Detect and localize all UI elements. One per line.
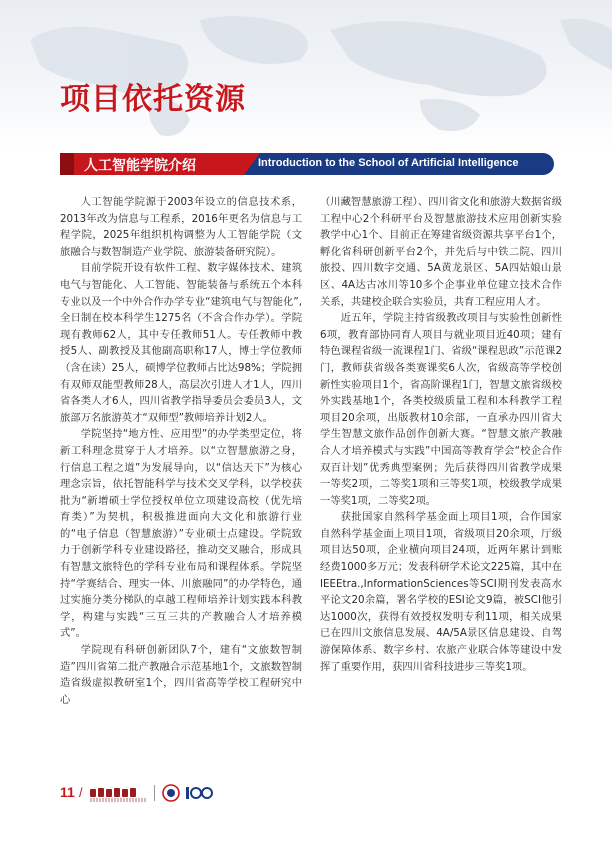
paragraph: 学院现有科研创新团队7个，建有“文旅数智制造”四川省第二批产教融合示范基地1个，文旅数智制造省级虚拟教研室1个，四川省高等学校工程研究中心: [60, 644, 302, 706]
page-number-separator: /: [79, 785, 83, 800]
page-title: 项目依托资源: [60, 82, 246, 117]
paragraph: 获批国家自然科学基金面上项目1项，合作国家自然科学基金面上项目1项，省级项目20余项，厅级项目达50项，企业横向项目24项，近两年累计到账经费1000多万元；发表科研学术论文225篇，其中在IEEEtra.,InformationSciences等SCI期刊发表高水平论文20余篇，署名学校的ESI论文9篇，被SCI他引达1000次，获得有效授权发明专利11项，相关成果已在四川文旅信息发展、4A/5A景区信息建设、自驾游保障体系、数字乡村、农旅产业联合体等建设中发挥了重要作用，获四川省科技进步三等奖1项。: [320, 511, 562, 673]
university-logo-subtitle: [90, 798, 146, 802]
section-header-bar: [60, 153, 554, 175]
footer-divider: [154, 785, 155, 801]
anniversary-logo: [184, 784, 214, 802]
page-footer: [60, 784, 260, 804]
body-column-left: [60, 194, 302, 708]
body-column-right: [320, 194, 562, 675]
section-title-cn: 人工智能学院介绍: [84, 158, 196, 174]
paragraph: 人工智能学院源于2003年设立的信息技术系，2013年改为信息与工程系，2016年更名为信息与工程学院，2025年组织机构调整为人工智能学院（文旅融合与数智制造产业学院、旅游装备研究院）。: [60, 196, 302, 258]
paragraph: （川藏智慧旅游工程）、四川省文化和旅游大数据省级工程中心2个科研平台及智慧旅游技术应用创新实验教学中心1个、目前正在筹建省级资源共享平台1个，孵化省科研创新平台2个，并先后与中铁二院、四川旅投、四川数字交通、5A黄龙景区、5A四姑娘山景区、4A达古冰川等10多个企事业单位建立技术合作关系，共建校企联合实验员，共育工程应用人才。: [320, 196, 562, 308]
paragraph: 学院坚持“地方性、应用型”的办学类型定位，将新工科理念贯穿于人才培养。以“立智慧旅游之身，行信息工程之道”为发展导向，以“信达天下”为核心理念宗旨，依托智能科学与技术交叉学科，以学校获批为“新增硕士学位授权单位立项建设高校（优先培育类）”为契机，积极推进面向大文化和旅游行业的“电子信息（智慧旅游）”专业硕士点建设。学院致力于创新学科专业建设路径，推动交叉融合，形成具有智慧文旅特色的学科专业布局和课程体系。学院坚持“学赛结合、理实一体、川旅融同”的办学特色，通过实施分类分梯队的卓越工程师培养计划实践本科教学，构建与实践“三互三共的产教融合人才培养模式”。: [60, 428, 302, 640]
page-number: 11: [60, 784, 75, 800]
paragraph: 近五年，学院主持省级教改项目与实验性创新性6项，教育部协同育人项目与就业项目近40项；建有特色课程省级一流课程1门、省级“课程思政”示范课2门，教师获省级各类赛课奖6人次，省级高等学校创新性实验项目1个，省高阶课程1门，智慧文旅省级校外实践基地1个，各类校级质量工程和本科教学工程项目20余项，出版教材10余部，一直承办四川省大学生智慧文旅作品创作创新大赛。“智慧文旅产教融合人才培养模式与实践”中国高等教育学会“校企合作双百计划”优秀典型案例；先后获得四川省教学成果一等奖2项，二等奖1项和三等奖1项，校级教学成果一等奖1项，二等奖2项。: [320, 312, 562, 507]
section-title-en: Introduction to the School of Artificial Intelligence: [258, 157, 519, 169]
section-header-red-accent: [60, 153, 74, 175]
emblem-logo: [160, 784, 182, 802]
paragraph: 目前学院开设有软件工程、数字媒体技术、建筑电气与智能化、人工智能、智能装备与系统五个本科专业以及一个中外合作办学专业“建筑电气与智能化”,全日制在校本科学生1275名（不含合作办学）。学院现有教师62人，其中专任教师51人。专任教师中教授5人、副教授及其他副高职称17人，博士学位教师（含在读）25人，硕博学位教师占比达98%；学院拥有双师双能型教师28人，高层次引进人才1人，四川省各类人才6人，四川省教学指导委员会委员3人，文旅部万名旅游英才“双师型”教师培养计划2人。: [60, 262, 302, 424]
